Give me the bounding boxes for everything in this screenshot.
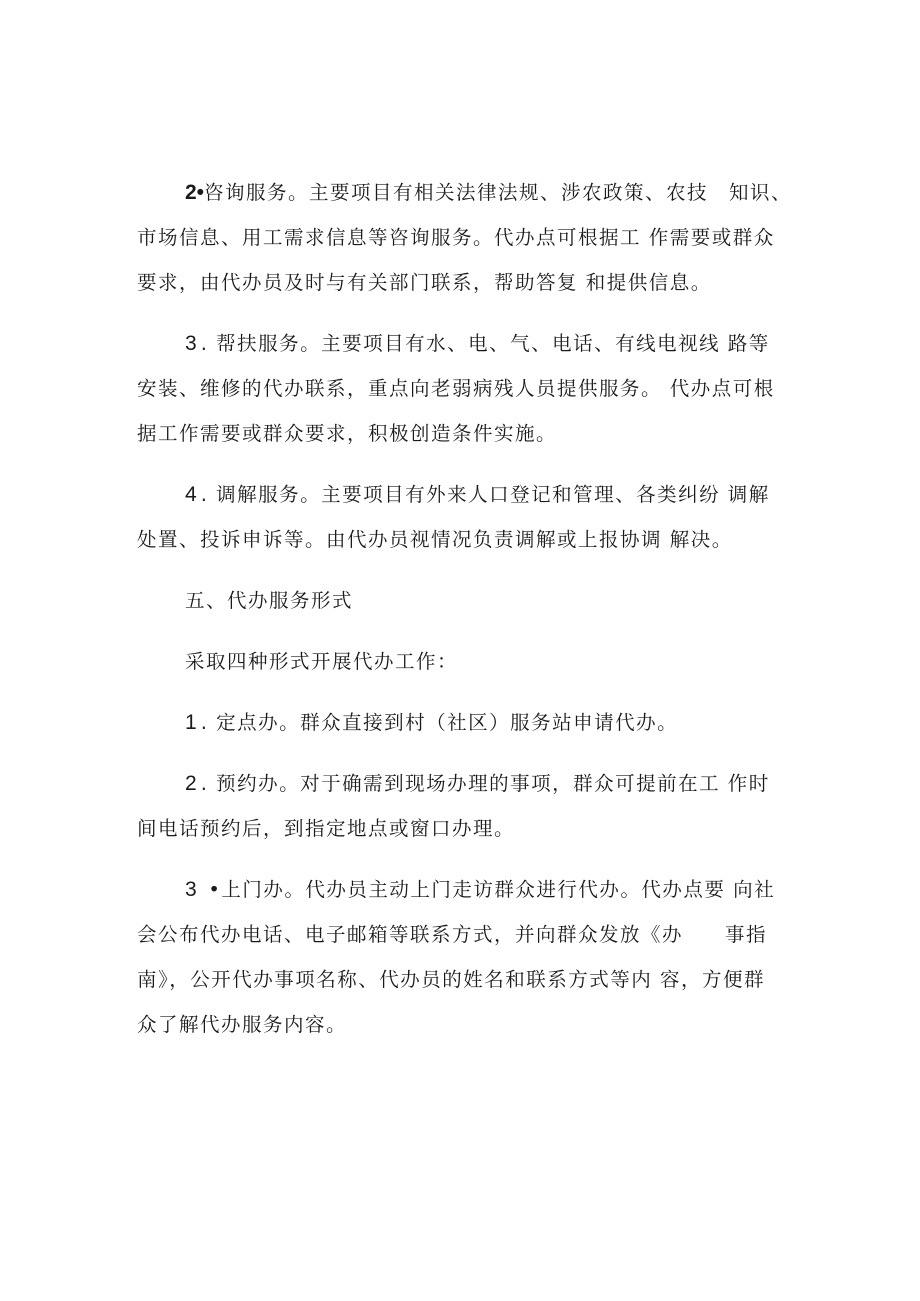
text-line: 间电话预约后，到指定地点或窗口办理。 [137, 817, 516, 840]
document-body [137, 170, 797, 1063]
text-line: 众了解代办服务内容。 [137, 1013, 348, 1036]
item-number: 2• [185, 181, 205, 204]
paragraph-mediation-service [137, 472, 797, 562]
paragraph-assistance-service [137, 321, 797, 456]
item-number: 1 [185, 711, 197, 734]
paragraph-door-to-door [137, 867, 797, 1047]
text-line: . 帮扶服务。主要项目有水、电、气、电话、有线电视线 路等 [200, 332, 770, 355]
paragraph-consulting-service [137, 170, 797, 305]
text-line: 市场信息、用工需求信息等咨询服务。代办点可根据工 作需要或群众 [137, 226, 775, 249]
text-line: . 定点办。群众直接到村（社区）服务站申请代办。 [200, 711, 679, 734]
text-line: 安装、维修的代办联系，重点向老弱病残人员提供服务。 代办点可根 [137, 377, 775, 400]
text-line: 南》，公开代办事项名称、代办员的姓名和联系方式等内 容，方便群 [137, 968, 765, 991]
section-heading: 五、代办服务形式 [185, 589, 354, 612]
item-number: 3 [185, 878, 197, 901]
item-number: 3 [185, 332, 197, 355]
text-line: . 预约办。对于确需到现场办理的事项，群众可提前在工 作时 [200, 772, 770, 795]
text-line: 会公布代办电话、电子邮箱等联系方式，并向群众发放《办 事指 [137, 923, 768, 946]
text-line: . 调解服务。主要项目有外来人口登记和管理、各类纠纷 调解 [200, 483, 770, 506]
paragraph-fixed-point [137, 700, 797, 745]
text-line: 据工作需要或群众要求，积极创造条件实施。 [137, 422, 558, 445]
text-line: •上门办。代办员主动上门走访群众进行代办。代办点要 向社 [200, 878, 776, 901]
item-number: 2 [185, 772, 197, 795]
item-number: 4 [185, 483, 197, 506]
section-intro: 采取四种形式开展代办工作： [185, 650, 459, 673]
text-line: 咨询服务。主要项目有相关法律法规、涉农政策、农技 知识、 [204, 181, 793, 204]
text-line: 要求，由代办员及时与有关部门联系，帮助答复 和提供信息。 [137, 271, 712, 294]
paragraph-appointment [137, 761, 797, 851]
text-line: 处置、投诉申诉等。由代办员视情况负责调解或上报协调 解决。 [137, 528, 733, 551]
